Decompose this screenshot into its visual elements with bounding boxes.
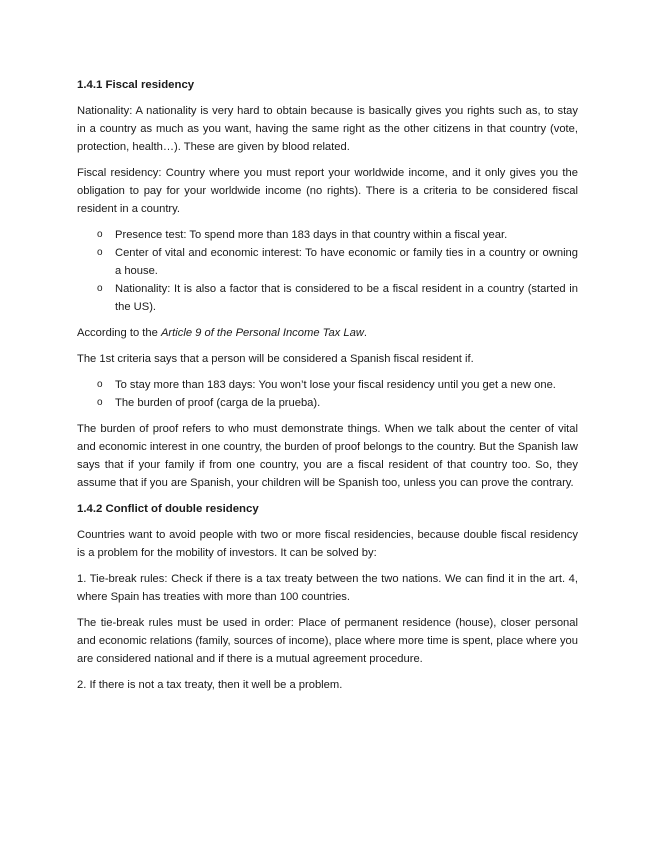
- section-heading-double-residency: 1.4.2 Conflict of double residency: [77, 503, 259, 515]
- section-heading-fiscal-residency: 1.4.1 Fiscal residency: [77, 79, 195, 91]
- paragraph-nationality: Nationality: A nationality is very hard to obtain because is basically gives you rights such as, to stay in a country as much as you want, having the same right as the other citizens in that country (vote, protection, health…). These are given by blood related.: [77, 105, 578, 153]
- list-item: [77, 280, 578, 316]
- bullet-marker: o: [97, 247, 103, 258]
- list-item-text: To stay more than 183 days: You won’t lose your fiscal residency until you get a new one.: [115, 379, 556, 391]
- according-suffix: .: [363, 327, 368, 339]
- spanish-residency-list: [77, 376, 578, 412]
- bullet-marker: o: [97, 379, 103, 390]
- list-item-text: Nationality: It is also a factor that is considered to be a fiscal resident in a country (started in the US).: [115, 283, 578, 313]
- paragraph-double-residency-intro: Countries want to avoid people with two or more fiscal residencies, because double fiscal residency is a problem for the mobility of investors. It can be solved by:: [77, 529, 578, 559]
- list-item: [77, 376, 578, 394]
- paragraph-tie-break-rules: 1. Tie-break rules: Check if there is a tax treaty between the two nations. We can find it in the art. 4, where Spain has treaties with more than 100 countries.: [77, 573, 578, 603]
- paragraph-burden-of-proof: The burden of proof refers to who must demonstrate things. When we talk about the center of vital and economic interest in one country, the burden of proof belongs to the country. But the Spanish law says that if your family if from one country, you are a fiscal resident of that country too. So, they assume that if you are Spanish, your children will be Spanish too, unless you can prove the contrary.: [77, 423, 578, 489]
- law-reference: Article 9 of the Personal Income Tax Law: [160, 327, 364, 339]
- paragraph-first-criteria: The 1st criteria says that a person will be considered a Spanish fiscal resident if.: [77, 353, 474, 365]
- list-item-text: The burden of proof (carga de la prueba).: [115, 397, 321, 409]
- list-item: [77, 394, 578, 412]
- list-item-text: Presence test: To spend more than 183 days in that country within a fiscal year.: [115, 229, 508, 241]
- paragraph-fiscal-residency: Fiscal residency: Country where you must report your worldwide income, and it only gives you the obligation to pay for your worldwide income (no rights). There is a criteria to be considered fiscal resident in a country.: [77, 167, 578, 215]
- bullet-marker: o: [97, 397, 103, 408]
- list-item-text: Center of vital and economic interest: To have economic or family ties in a country or owning a house.: [115, 247, 578, 277]
- list-item: [77, 226, 578, 244]
- document-page: [77, 76, 578, 702]
- criteria-list: [77, 226, 578, 316]
- bullet-marker: o: [97, 283, 103, 294]
- bullet-marker: o: [97, 229, 103, 240]
- list-item: [77, 244, 578, 280]
- paragraph-according-to: [77, 324, 578, 342]
- paragraph-no-tax-treaty: 2. If there is not a tax treaty, then it well be a problem.: [77, 679, 343, 691]
- according-prefix: According to the: [77, 327, 161, 339]
- paragraph-tie-break-order: The tie-break rules must be used in order: Place of permanent residence (house), closer personal and economic relations (family, sources of income), place where more time is spent, place where you are considered national and if there is a mutual agreement procedure.: [77, 617, 578, 665]
